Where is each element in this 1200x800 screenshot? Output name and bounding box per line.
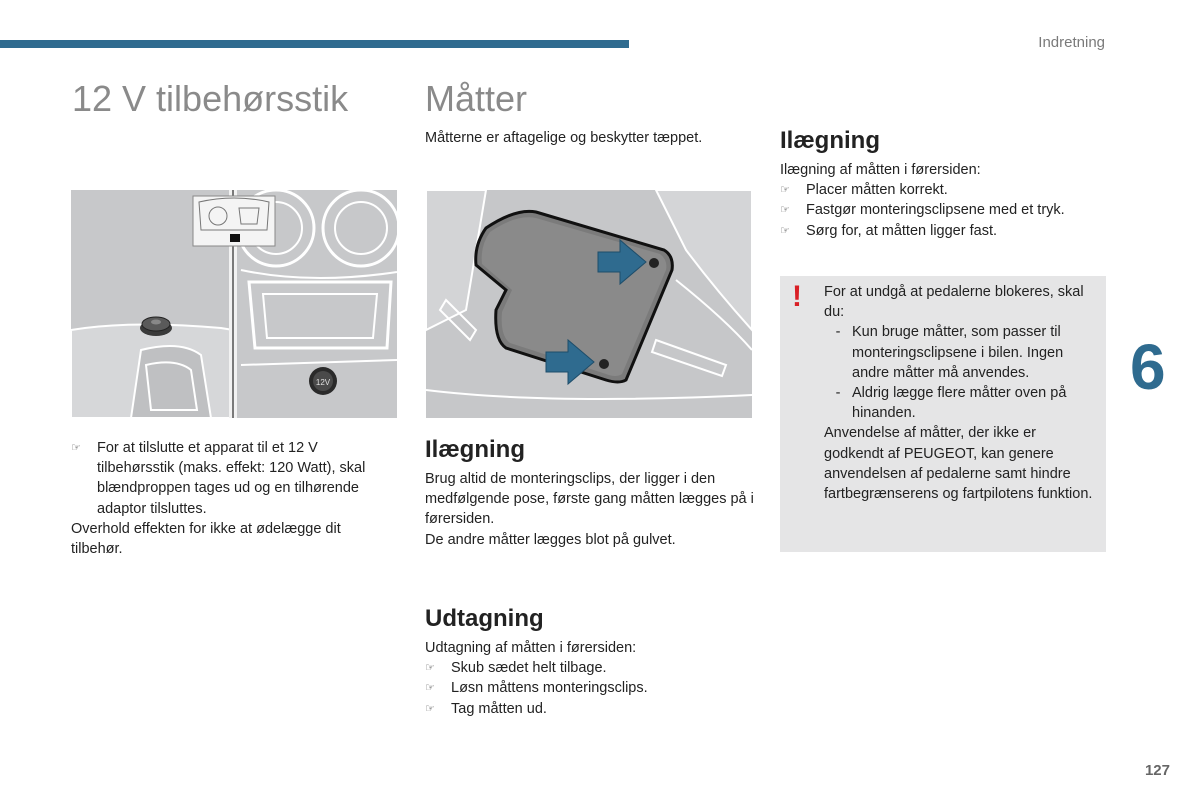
warning-intro: For at undgå at pedalerne blokeres, skal du: <box>824 284 1084 321</box>
list-item: ☞ Fastgør monteringsclipsene med et tryk. <box>780 200 1110 220</box>
list-item: ☞ Løsn måttens monteringsclips. <box>425 678 755 698</box>
12v-socket-icon <box>309 367 337 395</box>
list-item: ☞ Sørg for, at måtten ligger fast. <box>780 221 1110 241</box>
accessory-socket-illustration <box>71 190 397 418</box>
mat-clip-icon <box>649 258 659 268</box>
removal-heading: Udtagning <box>425 605 544 632</box>
mats-title: Måtter <box>425 78 528 119</box>
mat-clip-icon <box>599 359 609 369</box>
accessory-socket-bullet: ☞ For at tilslutte et apparat til et 12 V tilbehørsstik (maks. effekt: 120 Watt), skal blændproppen tages ud og en tilhørende adaptor tilsluttes. <box>71 438 391 519</box>
list-item: - Aldrig lægge flere måtter oven på hinanden. <box>835 385 1067 422</box>
fitting-paragraph: De andre måtter lægges blot på gulvet. <box>425 531 676 548</box>
removal-text <box>425 638 755 719</box>
warning-box <box>780 276 1106 552</box>
pointing-hand-icon: ☞ <box>780 204 790 217</box>
pointing-hand-icon: ☞ <box>780 224 790 237</box>
page-number: 127 <box>1144 762 1170 779</box>
fitting-heading: Ilægning <box>425 436 525 463</box>
list-item: ☞ Skub sædet helt tilbage. <box>425 658 755 678</box>
warning-text <box>824 282 1094 504</box>
exclamation-icon: ! <box>792 280 802 313</box>
pointing-hand-icon: ☞ <box>425 662 435 675</box>
fitting-intro: Ilægning af måtten i førersiden: <box>780 162 981 178</box>
chapter-number: 6 <box>1130 331 1166 403</box>
list-item: ☞ Placer måtten korrekt. <box>780 180 1110 200</box>
fitting-text <box>425 469 755 550</box>
accessory-socket-note: Overhold effekten for ikke at ødelægge dit tilbehør. <box>71 520 341 558</box>
dashboard-inset-icon <box>193 196 275 246</box>
removal-intro: Udtagning af måtten i førersiden: <box>425 640 637 656</box>
pointing-hand-icon: ☞ <box>71 442 81 454</box>
fitting-heading-right: Ilægning <box>780 127 880 154</box>
list-item: ☞ Tag måtten ud. <box>425 699 755 719</box>
fitting-steps <box>780 160 1110 241</box>
warning-outro: Anvendelse af måtter, der ikke er godkendt af PEUGEOT, kan genere anvendelsen af pedalerne samt hindre fartbegrænserens og fartpilotens funktion. <box>824 425 1093 503</box>
mats-intro: Måtterne er aftagelige og beskytter tæppet. <box>425 130 703 146</box>
header-rule <box>0 40 629 48</box>
pointing-hand-icon: ☞ <box>425 702 435 715</box>
socket-cap-icon <box>140 317 172 336</box>
floor-mat-illustration <box>426 190 752 418</box>
socket-label: 12V <box>315 378 331 387</box>
accessory-socket-title: 12 V tilbehørsstik <box>72 78 349 119</box>
fitting-paragraph: Brug altid de monteringsclips, der ligger i den medfølgende pose, første gang måtten lægges på i førersiden. <box>425 471 754 528</box>
section-title: Indretning <box>1038 34 1105 51</box>
accessory-socket-text <box>71 438 391 559</box>
pointing-hand-icon: ☞ <box>425 682 435 695</box>
pointing-hand-icon: ☞ <box>780 184 790 197</box>
list-item: - Kun bruge måtter, som passer til monteringsclipsene i bilen. Ingen andre måtter må anvendes. <box>835 324 1064 381</box>
